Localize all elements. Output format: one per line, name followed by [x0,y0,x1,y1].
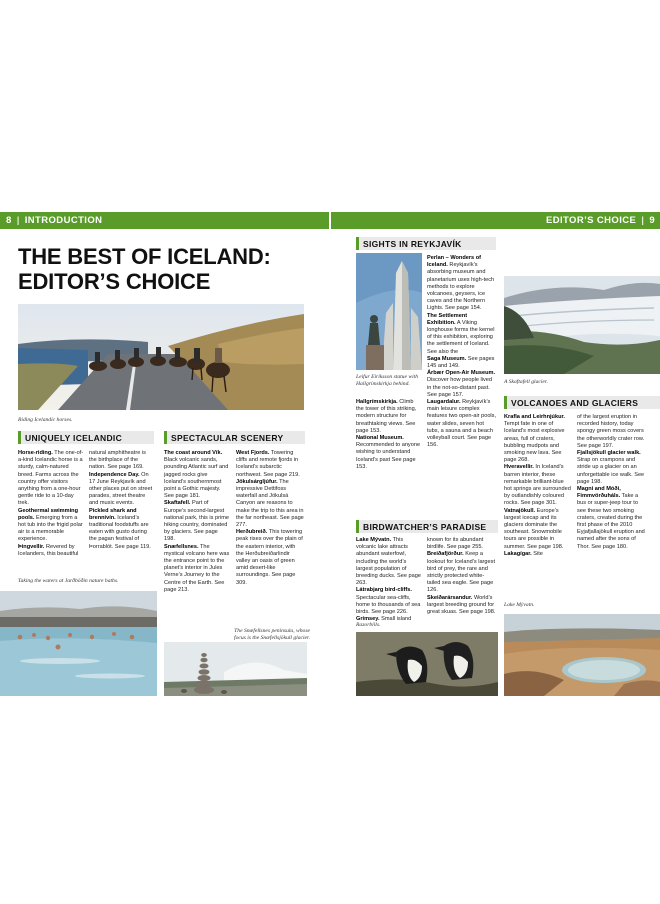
entry [504,464,572,507]
entry-heading: Breiðafjörður. [427,551,464,558]
left-running-head: 8 | INTRODUCTION [6,215,103,226]
uniquely-column-2 [89,450,155,551]
entry [18,450,84,508]
entry-heading: The Settlement Exhibition. [427,312,468,326]
entry-heading: Fjallsjökull glacier walk. [577,450,641,457]
entry-text: Towering cliffs and remote fjords in Iceland’s subarctic northwest. See page 219. [236,450,300,478]
caption-horses: Riding Icelandic horses. [18,417,73,423]
entry-heading: Þingvellir. [18,543,45,550]
snaefellsnes-illustration [164,642,307,696]
lake-myvatn-photo [504,614,660,696]
entry-heading: Perlan – Wonders of Iceland. [427,255,481,269]
section-label: VOLCANOES AND GLACIERS [511,398,639,408]
sights-column-1 [356,399,422,471]
entry [504,551,572,558]
entry [427,356,497,370]
entry-text: Keep a lookout for Iceland’s largest bird of prey, the rare and strictly protected white-tailed sea eagle. See page 126. [427,551,495,594]
section-volcanoes-glaciers [504,396,660,409]
section-accent-bar [356,520,359,533]
horse-riding-photo [18,304,304,410]
entry [504,414,572,464]
entry [164,544,230,594]
entry [236,479,304,529]
section-accent-bar [164,431,167,444]
entry [89,472,155,508]
nature-baths-illustration [0,591,157,696]
caption-razorbills: Razorbills. [356,622,381,628]
entry-text: Small island [379,616,412,623]
lake-myvatn-illustration [504,614,660,696]
caption-statue-line-2: Hallgrímskirkja behind. [356,381,410,387]
entry [427,370,497,399]
entry-text: On 17 June Reykjavík and other places put on street parades, street theatre and music events. [89,471,153,507]
entry-heading: Laugardalur. [427,399,461,406]
entry-text: Site [531,550,543,557]
entry [504,508,572,551]
entry-text: Reykjavík’s main leisure complex features two open-air pools, water slides, seven hot tubs, a sauna and a beach volleyball court. See page 156. [427,399,497,449]
entry-text: Emerging from a hot tub into the frigid polar air is a memorable experience. [18,514,83,543]
section-label: SIGHTS IN REYKJAVÍK [363,239,462,249]
header-bar [0,212,660,229]
entry-heading: National Museum. [356,435,404,442]
uniquely-column-1 [18,450,84,558]
right-running-head: EDITOR’S CHOICE | 9 [545,215,655,226]
right-section-title: EDITOR’S CHOICE [545,215,637,226]
entry [164,500,230,543]
entry-heading: Lakagígar. [504,550,532,557]
scenery-column-1 [164,450,230,594]
entry-text: Spectacular sea-cliffs, home to thousands of sea birds. See page 226. [356,594,421,616]
entry-text: Recommended to anyone wishing to understand Iceland’s past See page 153. [356,442,421,470]
entry [427,595,497,617]
entry-heading: Magni and Móði, Fimmvörðuháls. [577,486,621,500]
section-label: UNIQUELY ICELANDIC [25,433,123,443]
entry-heading: West Fjords. [236,450,270,456]
entry-heading: Pickled shark and brennivín. [89,507,137,521]
razorbills-photo [356,632,498,696]
entry-heading: Hveravellir. [504,464,534,471]
entry-text: This volcanic lake attracts abundant waterfowl, including the world’s largest population of breeding ducks. See page 263. [356,537,421,587]
section-accent-bar [356,237,359,250]
entry-text: A Viking longhouse forms the kernel of this exhibition, exploring the settlement of Iceland. See also the [427,319,495,355]
snaefellsnes-photo [164,642,307,696]
sights-column-2 [427,255,497,449]
entry [356,587,422,616]
page-gutter [329,212,331,229]
entry-text: The impressive Dettifoss waterfall and Jökulsá Canyon are reasons to make the trip to this area in the far northeast. See page 277. [236,478,304,529]
caption-statue [356,374,426,388]
page-title [18,244,318,294]
entry-heading: Krafla and Leirhnjúkur. [504,414,565,420]
entry-heading: Vatnajökull. [504,507,536,514]
entry-heading: Látrabjarg bird-cliffs. [356,587,412,594]
entry [89,508,155,551]
horse-riding-illustration [18,304,304,410]
entry-heading: Árbær Open-Air Museum. [427,370,496,377]
entry [577,414,647,450]
nature-baths-photo [0,591,157,696]
caption-statue-line-1: Leifur Eiríksson statue with [356,374,419,380]
entry-text: known for its abundant birdlife. See page 255. [427,537,484,551]
entry [356,399,422,435]
birdwatcher-column-1 [356,537,422,623]
entry-heading: Lake Mývatn. [356,537,392,543]
entry-text: Strap on crampons and stride up a glacier on an unforgettable ice walk. See page 198. [577,457,645,485]
left-section-title: INTRODUCTION [24,215,103,226]
section-label: BIRDWATCHER’S PARADISE [363,522,487,532]
entry [356,435,422,471]
entry-heading: Snæfellsnes. [164,543,199,550]
section-sights-reykjavik [356,237,496,250]
entry-text: Part of Europe’s second-largest national park, this is prime hiking country, dominated by glaciers. See page 198. [164,500,229,543]
caption-snaefellsnes-line-2: focus is the Snæfellsjökull glacier. [234,635,310,641]
entry [427,551,497,594]
birdwatcher-column-2 [427,537,497,616]
title-line-2: EDITOR’S CHOICE [18,269,211,294]
entry-heading: Geothermal swimming pools. [18,507,78,521]
scenery-column-2 [236,450,304,587]
entry-text: natural amphitheatre is the birthplace of the nation. See page 169. [89,450,146,471]
entry [427,537,497,551]
entry [18,508,84,544]
volcanoes-column-1 [504,414,572,558]
entry-heading: Hallgrímskirkja. [356,399,398,405]
entry-text: This towering peak rises over the plain of the eastern interior, with the Herðubreiðarlindir valley an oasis of green amid desert-like surroundings. See page 309. [236,529,303,586]
section-label: SPECTACULAR SCENERY [171,433,284,443]
entry-heading: Skaftafell. [164,500,191,507]
section-accent-bar [18,431,21,444]
entry-heading: Skeiðarársandur. [427,594,473,601]
section-accent-bar [504,396,507,409]
volcanoes-column-2 [577,414,647,551]
entry-heading: Saga Museum. [427,355,467,362]
entry [577,450,647,486]
entry [18,544,84,558]
razorbills-illustration [356,632,498,696]
entry [236,450,304,479]
entry-heading: Grímsey. [356,616,380,623]
entry-text: See pages 145 and 149. [427,355,495,370]
entry-heading: The coast around Vík. [164,450,223,456]
skaftafell-glacier-photo [504,276,660,374]
entry-text: The one-of-a-kind Icelandic horse is a sturdy, calm-natured breed. Farms across the country offer visitors anything from a one-hour gentle ride to a 10-day trek. [18,450,84,507]
skaftafell-glacier-illustration [504,276,660,374]
entry-heading: Horse-riding. [18,450,53,456]
entry [89,450,155,472]
hallgrimskirkja-illustration [356,253,422,370]
entry-text: Reykjavík’s absorbing museum and planetarium uses high-tech methods to explore volcanoes, geysers, ice caves and the Northern Lights. See page 154. [427,262,495,312]
entry-text: Discover how people lived in the not-so-distant past. See page 157. [427,377,492,398]
left-page-number: 8 [6,215,12,226]
entry-text: The mystical volcano here was the entrance point to the planet’s interior in Jules Verne’s Journey to the Centre of the Earth. See page 213. [164,543,230,593]
entry-text: Climb the tower of this striking, modern structure for breathtaking views. See page 153. [356,399,417,434]
entry [164,450,230,500]
entry [577,486,647,551]
entry [356,537,422,587]
entry-text: In Iceland’s barren interior, these remarkable brilliant-blue hot springs are surrounded by outlandishly coloured rocks. See page 301. [504,464,571,507]
entry-text: Black volcanic sands, pounding Atlantic surf and jagged rocks give Iceland’s southernmost point a Gothic majesty. See page 181. [164,457,229,500]
entry-heading: Jökulsárgljúfur. [236,478,278,485]
caption-myvatn: Lake Mývatn. [504,602,535,608]
entry [236,529,304,587]
section-spectacular-scenery [164,431,305,444]
entry-text: World’s largest breeding ground for great skuas. See page 198. [427,594,496,616]
section-uniquely-icelandic [18,431,154,444]
entry [427,399,497,449]
entry-text: of the largest eruption in recorded history, today spongy green moss covers the otherworldly crater row. See page 197. [577,414,645,449]
entry-text: Tempt fate in one of Iceland’s most explosive areas, full of craters, bubbling mudpots and smoking new lava. See page 268. [504,421,565,464]
entry-text: Revered by Icelanders, this beautiful [18,543,79,557]
entry-heading: Herðubreið. [236,529,268,536]
caption-glacier: A Skaftafell glacier. [504,379,548,385]
caption-snaefellsnes [210,628,310,642]
entry-text: Iceland’s traditional foodstuffs are eaten with gusto during the pagan festival of Þorrablót. See page 119. [89,514,151,550]
entry-heading: Independence Day. [89,471,140,478]
entry-text: Europe’s largest icecap and its glaciers dominate the southeast. Snowmobile tours are possible in summer. See page 198. [504,507,564,550]
entry [427,255,497,313]
caption-lagoon: Taking the waters at Jarðböðin nature baths. [18,578,119,584]
entry [427,313,497,356]
title-line-1: THE BEST OF ICELAND: [18,244,271,269]
section-birdwatchers-paradise [356,520,498,533]
right-page-number: 9 [649,215,655,226]
entry-text: Take a bus or super-jeep tour to see these two smoking craters, created during the first phase of the 2010 Eyjafjallajökull eruption and named after the sons of Thor. See page 180. [577,493,645,550]
hallgrimskirkja-photo [356,253,422,370]
caption-snaefellsnes-line-1: The Snæfellsnes peninsula, whose [234,628,310,634]
